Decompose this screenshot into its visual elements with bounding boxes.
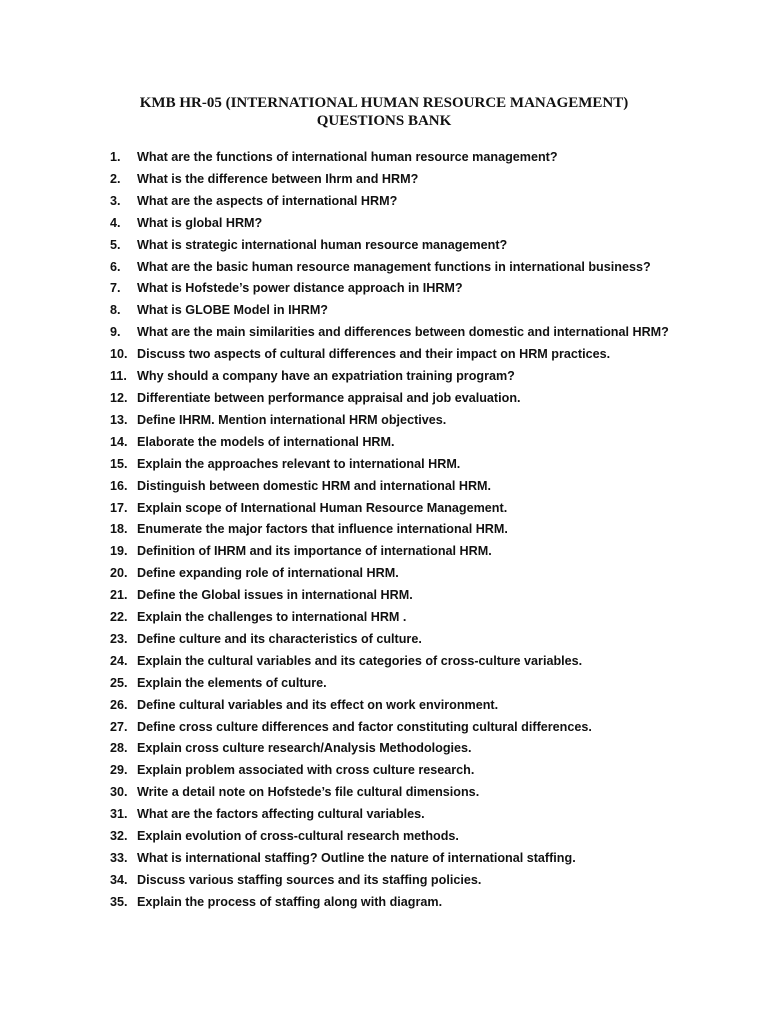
question-item: [110, 695, 678, 717]
question-number: 10.: [110, 347, 128, 362]
question-text: Discuss two aspects of cultural differences and their impact on HRM practices.: [137, 347, 611, 362]
question-text: Explain the cultural variables and its categories of cross-culture variables.: [137, 653, 583, 668]
question-number: 33.: [110, 851, 128, 865]
question-number: 35.: [110, 894, 128, 909]
question-text: What is the difference between Ihrm and HRM?: [137, 171, 419, 186]
question-number: 19.: [110, 544, 128, 559]
question-item: [110, 541, 678, 563]
question-number: 26.: [110, 697, 128, 712]
question-item: [110, 563, 678, 585]
question-item: [110, 738, 678, 760]
question-item: [110, 432, 678, 454]
question-number: 27.: [110, 719, 128, 734]
question-number: 14.: [110, 434, 128, 449]
question-number: 28.: [110, 741, 128, 756]
question-number: 12.: [110, 390, 128, 405]
question-number: 20.: [110, 566, 128, 581]
question-text: Define IHRM. Mention international HRM objectives.: [137, 412, 447, 427]
question-text: What is global HRM?: [137, 215, 263, 230]
question-text: Explain evolution of cross-cultural research methods.: [137, 829, 459, 844]
question-number: 4.: [110, 215, 121, 230]
question-text: Explain cross culture research/Analysis Methodologies.: [137, 741, 472, 756]
question-item: [110, 519, 678, 541]
question-text: Write a detail note on Hofstede’s file cultural dimensions.: [137, 785, 480, 800]
question-item: [110, 892, 678, 914]
question-item: [110, 257, 678, 279]
question-number: 15.: [110, 456, 128, 471]
question-number: 24.: [110, 653, 128, 668]
question-number: 7.: [110, 281, 121, 296]
question-text: Explain the elements of culture.: [137, 675, 327, 690]
question-number: 3.: [110, 193, 121, 208]
question-number: 2.: [110, 171, 121, 186]
question-number: 13.: [110, 412, 128, 427]
question-number: 22.: [110, 610, 128, 625]
document-subtitle: QUESTIONS BANK: [316, 113, 452, 129]
question-text: Define cultural variables and its effect on work environment.: [137, 697, 499, 712]
question-item: [110, 147, 678, 169]
question-number: 29.: [110, 763, 128, 778]
question-number: 32.: [110, 829, 128, 844]
question-text: What is strategic international human resource management?: [137, 237, 508, 252]
question-number: 30.: [110, 785, 128, 800]
question-item: [110, 388, 678, 410]
question-number: 23.: [110, 631, 128, 646]
question-text: Define culture and its characteristics of culture.: [137, 631, 422, 646]
question-number: 25.: [110, 675, 128, 690]
question-item: [110, 760, 678, 782]
question-text: Explain the process of staffing along with diagram.: [137, 894, 443, 909]
question-item: [110, 454, 678, 476]
question-item: [110, 235, 678, 257]
question-number: 9.: [110, 325, 121, 340]
question-text: Define expanding role of international HRM.: [137, 566, 399, 581]
question-text: Explain the challenges to international HRM .: [137, 610, 407, 625]
question-number: 31.: [110, 807, 128, 822]
question-number: 17.: [110, 500, 128, 515]
question-text: Elaborate the models of international HRM.: [137, 434, 395, 449]
question-number: 5.: [110, 237, 121, 252]
question-item: [110, 717, 678, 739]
question-text: What are the functions of international human resource management?: [137, 150, 558, 164]
question-text: Define cross culture differences and factor constituting cultural differences.: [137, 719, 592, 734]
question-text: What are the main similarities and differences between domestic and international HRM?: [137, 325, 669, 340]
question-text: Distinguish between domestic HRM and international HRM.: [137, 478, 492, 493]
question-item: [110, 848, 678, 870]
question-item: [110, 300, 678, 322]
question-item: [110, 191, 678, 213]
question-item: [110, 651, 678, 673]
question-item: [110, 410, 678, 432]
question-item: [110, 476, 678, 498]
question-text: Define the Global issues in international HRM.: [137, 588, 413, 603]
question-number: 8.: [110, 303, 121, 318]
question-text: Definition of IHRM and its importance of international HRM.: [137, 544, 492, 559]
question-item: [110, 322, 678, 344]
question-item: [110, 607, 678, 629]
question-item: [110, 585, 678, 607]
question-item: [110, 498, 678, 520]
question-item: [110, 213, 678, 235]
question-item: [110, 782, 678, 804]
question-text: Explain problem associated with cross culture research.: [137, 763, 475, 778]
question-text: What are the factors affecting cultural variables.: [137, 807, 425, 822]
document-title: KMB HR-05 (INTERNATIONAL HUMAN RESOURCE MANAGEMENT): [139, 95, 629, 111]
questions-list: [110, 147, 678, 914]
question-item: [110, 366, 678, 388]
question-number: 21.: [110, 588, 128, 603]
question-item: [110, 826, 678, 848]
question-number: 18.: [110, 522, 128, 537]
question-text: What is international staffing? Outline the nature of international staffing.: [137, 851, 576, 865]
question-number: 11.: [110, 369, 127, 384]
question-text: Differentiate between performance appraisal and job evaluation.: [137, 390, 521, 405]
question-text: What is GLOBE Model in IHRM?: [137, 303, 328, 318]
question-item: [110, 804, 678, 826]
question-item: [110, 870, 678, 892]
question-text: What are the aspects of international HRM?: [137, 193, 398, 208]
question-text: What are the basic human resource management functions in international business?: [137, 259, 651, 274]
question-item: [110, 629, 678, 651]
question-item: [110, 169, 678, 191]
question-number: 34.: [110, 872, 128, 887]
question-text: Discuss various staffing sources and its staffing policies.: [137, 872, 482, 887]
question-item: [110, 673, 678, 695]
question-number: 6.: [110, 259, 121, 274]
question-text: Enumerate the major factors that influence international HRM.: [137, 522, 508, 537]
question-number: 16.: [110, 478, 128, 493]
question-text: Why should a company have an expatriation training program?: [137, 369, 515, 384]
question-number: 1.: [110, 150, 121, 164]
question-text: Explain scope of International Human Resource Management.: [137, 500, 508, 515]
question-item: [110, 278, 678, 300]
question-item: [110, 344, 678, 366]
question-text: Explain the approaches relevant to international HRM.: [137, 456, 461, 471]
question-text: What is Hofstede’s power distance approach in IHRM?: [137, 281, 463, 296]
